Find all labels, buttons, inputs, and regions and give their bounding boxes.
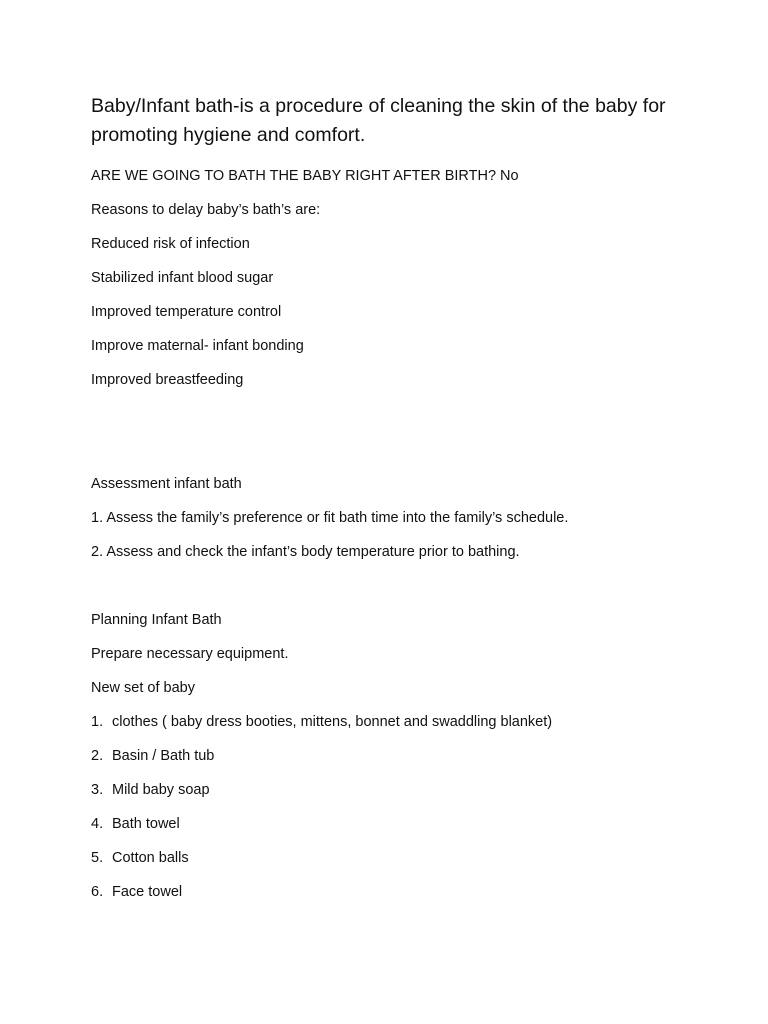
- planning-intro: Prepare necessary equipment.: [91, 646, 289, 662]
- equipment-item: [91, 815, 180, 833]
- equipment-text: Face towel: [112, 884, 183, 900]
- equipment-number: 1.: [91, 714, 104, 730]
- document-heading: Baby/Infant bath-is a procedure of cleaning the skin of the baby for promoting hygiene and comfort.: [91, 95, 666, 146]
- assessment-item: 2. Assess and check the infant’s body temperature prior to bathing.: [91, 544, 520, 560]
- reason-item: Reduced risk of infection: [91, 236, 250, 252]
- equipment-text: Cotton balls: [112, 850, 189, 866]
- reason-item: Improved temperature control: [91, 304, 282, 320]
- equipment-item: [91, 781, 210, 799]
- equipment-item: [91, 747, 214, 765]
- equipment-text: clothes ( baby dress booties, mittens, bonnet and swaddling blanket): [112, 714, 553, 730]
- reason-item: Stabilized infant blood sugar: [91, 270, 274, 286]
- assessment-item: 1. Assess the family’s preference or fit bath time into the family’s schedule.: [91, 510, 569, 526]
- equipment-number: 5.: [91, 850, 104, 866]
- planning-subtitle: New set of baby: [91, 680, 195, 696]
- equipment-number: 3.: [91, 782, 104, 798]
- equipment-text: Basin / Bath tub: [112, 748, 215, 764]
- equipment-number: 4.: [91, 816, 104, 832]
- reason-item: Improve maternal- infant bonding: [91, 338, 304, 354]
- bath-question: ARE WE GOING TO BATH THE BABY RIGHT AFTER BIRTH? No: [91, 168, 519, 184]
- equipment-text: Bath towel: [112, 816, 180, 832]
- planning-title: Planning Infant Bath: [91, 612, 222, 628]
- reason-item: Improved breastfeeding: [91, 372, 244, 388]
- reasons-intro: Reasons to delay baby’s bath’s are:: [91, 202, 321, 218]
- equipment-text: Mild baby soap: [112, 782, 210, 798]
- equipment-number: 2.: [91, 748, 104, 764]
- equipment-item: [91, 849, 189, 867]
- equipment-number: 6.: [91, 884, 104, 900]
- equipment-item: [91, 883, 182, 901]
- assessment-title: Assessment infant bath: [91, 476, 242, 492]
- equipment-item: [91, 713, 552, 731]
